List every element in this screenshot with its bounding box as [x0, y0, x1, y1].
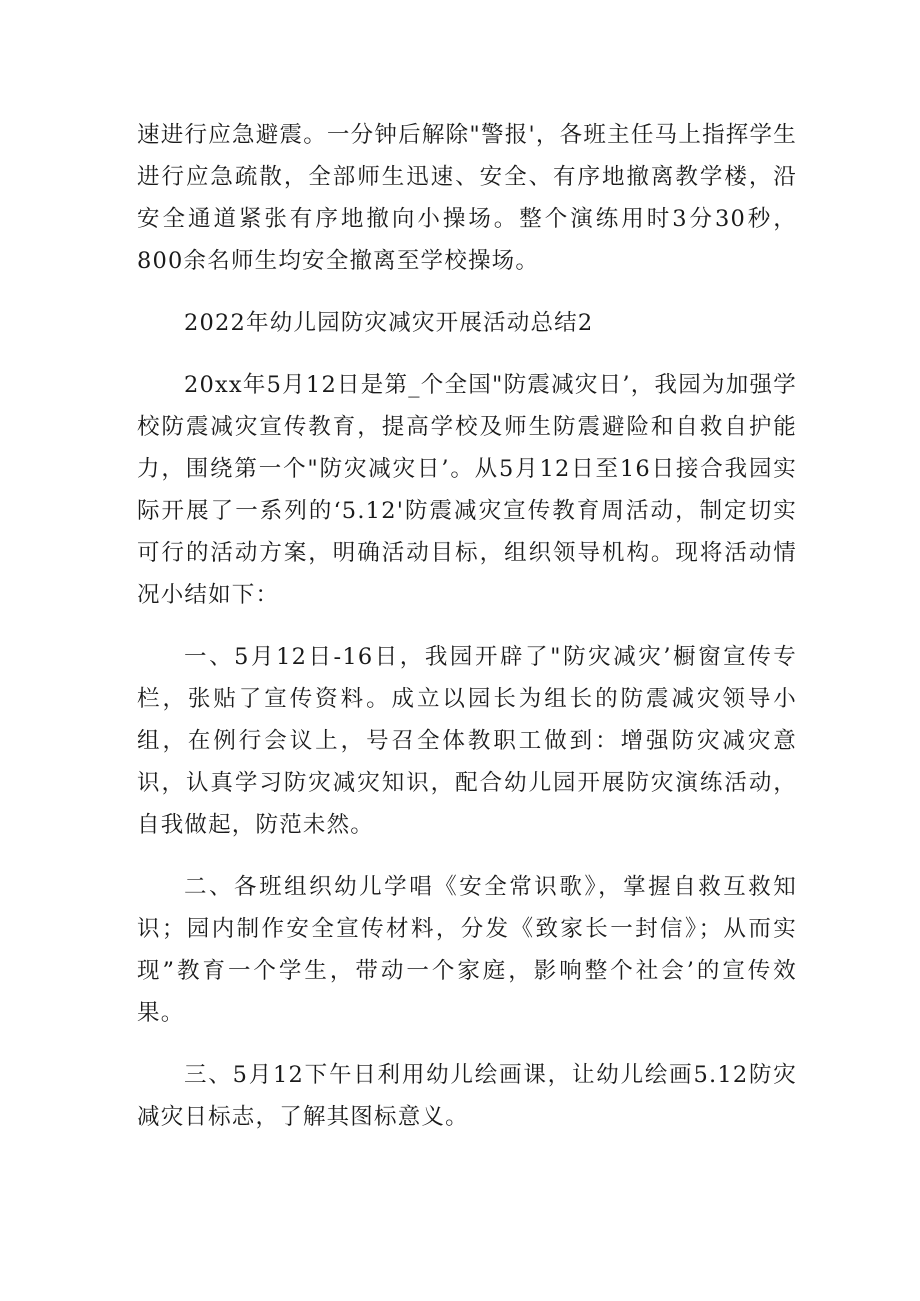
- section-heading: 2022年幼儿园防灾减灾开展活动总结2: [184, 310, 594, 336]
- paragraph-item-1: 一、5月12日-16日，我园开辟了"防灾减灾’橱窗宣传专栏，张贴了宣传资料。成立以园长为组长的防震减灾领导小组，在例行会议上，号召全体教职工做到：增强防灾减灾意识，认真学习防灾减灾知识，配合幼儿园开展防灾演练活动，自我做起，防范未然。: [137, 644, 797, 838]
- paragraph-item-3: 三、5月12下午日利用幼儿绘画课，让幼儿绘画5.12防灾减灾日标志，了解其图标意义。: [137, 1062, 797, 1130]
- document-body: [137, 114, 797, 1158]
- paragraph-continuation: 速进行应急避震。一分钟后解除"警报'，各班主任马上指挥学生进行应急疏散，全部师生迅速、安全、有序地撤离教学楼，沿安全通道紧张有序地撤向小操场。整个演练用时3分30秒，800余名师生均安全撤离至学校操场。: [137, 122, 797, 274]
- paragraph-item-2: 二、各班组织幼儿学唱《安全常识歌》，掌握自救互救知识；园内制作安全宣传材料，分发《致家长一封信》；从而实现”教育一个学生，带动一个家庭，影响整个社会’的宣传效果。: [137, 874, 797, 1026]
- paragraph-intro: 20xx年5月12日是第_个全国"防震减灾日’，我园为加强学校防震减灾宣传教育，提高学校及师生防震避险和自救自护能力，围绕第一个"防灾减灾日’。从5月12日至16日接合我园实际开展了一系列的‘5.12'防震减灾宣传教育周活动，制定切实可行的活动方案，明确活动目标，组织领导机构。现将活动情况小结如下：: [137, 372, 797, 608]
